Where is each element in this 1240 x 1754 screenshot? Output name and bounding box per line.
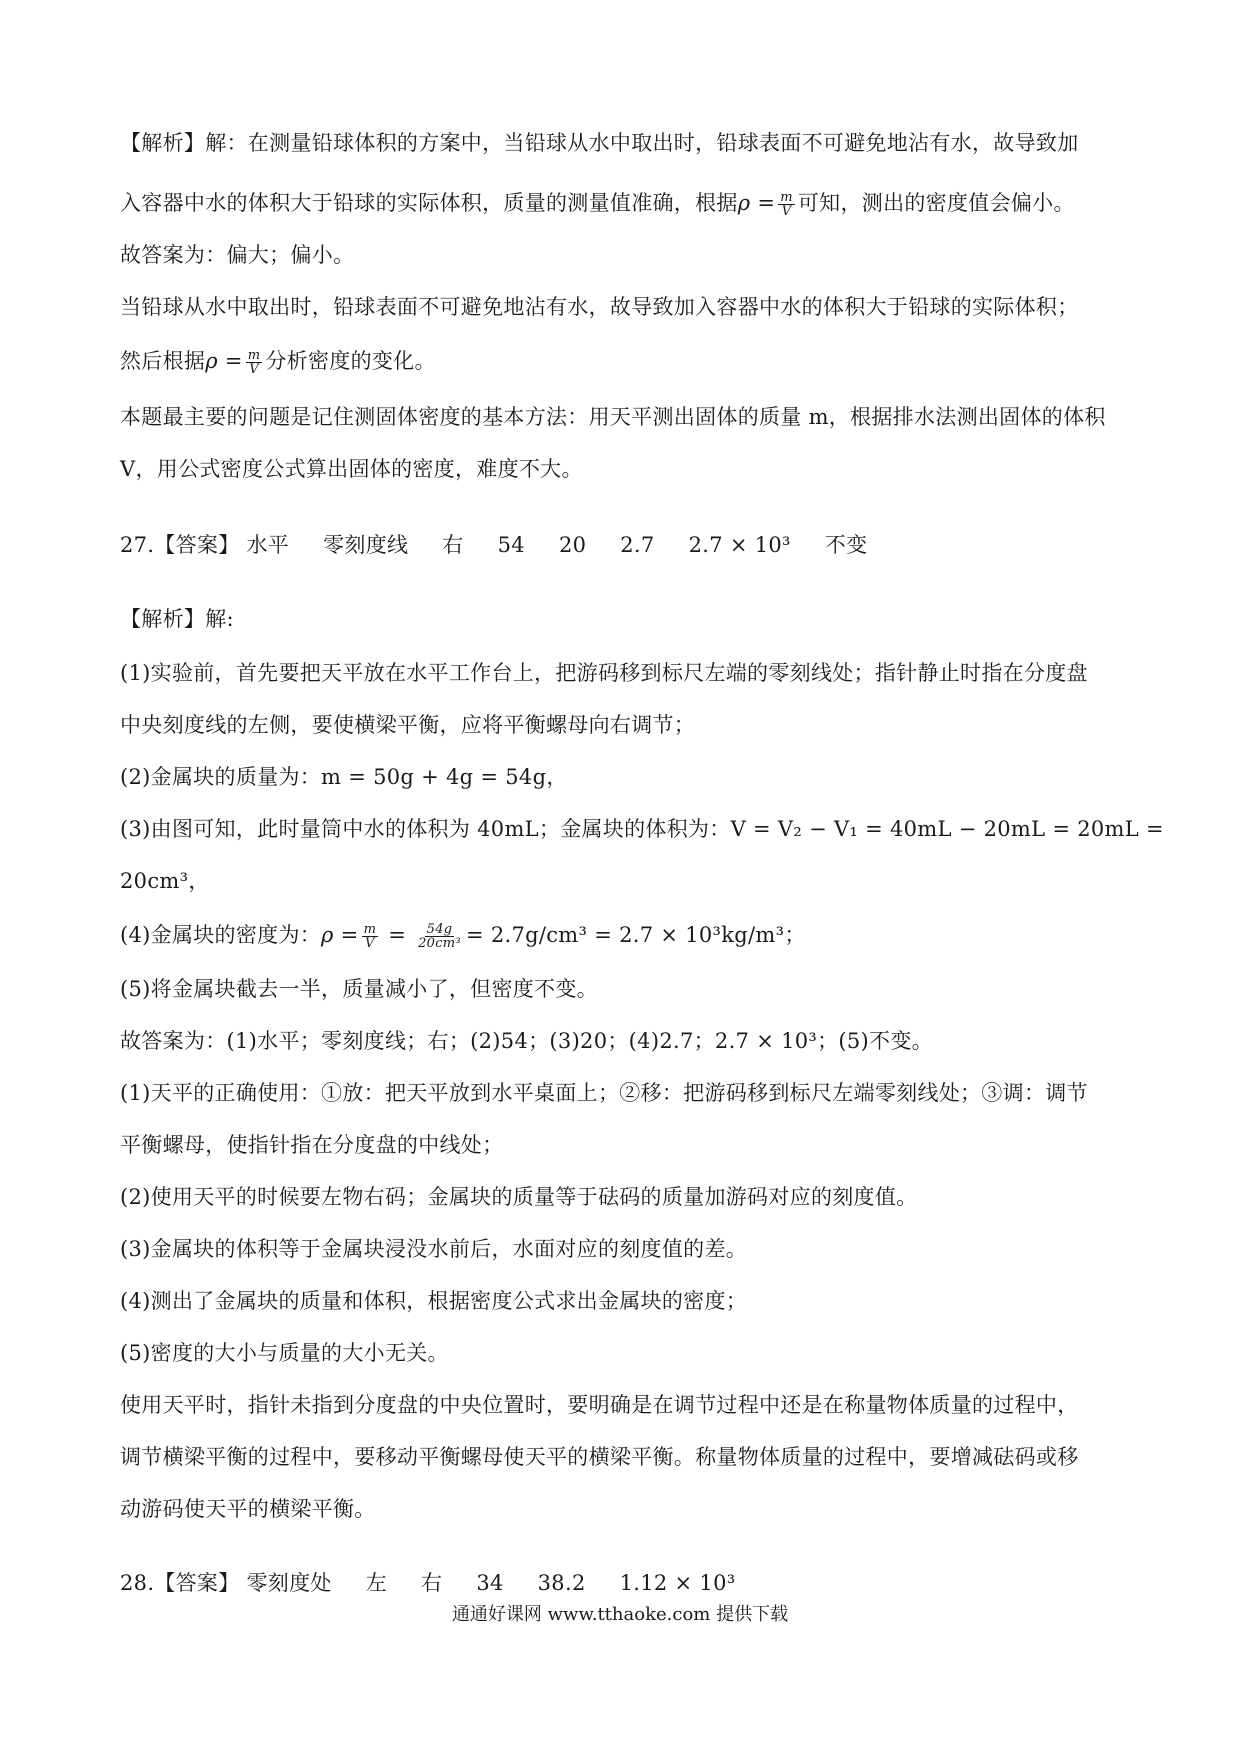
paragraph: (5)将金属块截去一半，质量减小了，但密度不变。 bbox=[120, 977, 598, 1001]
denominator: V bbox=[781, 204, 792, 219]
text: 可知，测出的密度值会偏小。 bbox=[797, 191, 1075, 215]
denominator: V bbox=[249, 362, 259, 377]
text: = 2.7g/cm³ = 2.7 × 10³kg/m³； bbox=[465, 923, 806, 947]
paragraph: 调节横梁平衡的过程中，要移动平衡螺母使天平的横梁平衡。称量物体质量的过程中，要增减砝码或移 bbox=[120, 1445, 1079, 1469]
answer-item: 左 bbox=[365, 1571, 387, 1595]
fraction bbox=[246, 349, 263, 376]
answer-item: 2.7 bbox=[620, 533, 655, 557]
answer-item: 右 bbox=[442, 533, 464, 557]
formula-text: ρ = bbox=[737, 191, 776, 215]
answer-item: 1.12 × 10³ bbox=[619, 1571, 736, 1595]
answer-item: 右 bbox=[421, 1571, 443, 1595]
paragraph: (3)由图可知，此时量筒中水的体积为 40mL；金属块的体积为：V = V₂ − V₁ = 40mL − 20mL = 20mL = bbox=[120, 817, 1164, 841]
paragraph: (3)金属块的体积等于金属块浸没水前后，水面对应的刻度值的差。 bbox=[120, 1237, 748, 1261]
paragraph: 当铅球从水中取出时，铅球表面不可避免地沾有水，故导致加入容器中水的体积大于铅球的实际体积； bbox=[120, 295, 1079, 319]
answer-line-27 bbox=[120, 530, 901, 560]
question-label: 27.【答案】 bbox=[120, 533, 240, 557]
fraction bbox=[362, 923, 379, 950]
answer-item: 34 bbox=[476, 1571, 504, 1595]
paragraph: 【解析】解: bbox=[120, 607, 234, 631]
answer-item: 2.7 × 10³ bbox=[688, 533, 791, 557]
denominator: 20cm³ bbox=[418, 936, 461, 951]
text: 入容器中水的体积大于铅球的实际体积，质量的测量值准确，根据 bbox=[120, 191, 738, 215]
paragraph: (2)金属块的质量为：m = 50g + 4g = 54g， bbox=[120, 765, 568, 789]
paragraph bbox=[120, 188, 1075, 218]
paragraph: (2)使用天平的时候要左物右码；金属块的质量等于砝码的质量加游码对应的刻度值。 bbox=[120, 1185, 918, 1209]
paragraph: 故答案为：(1)水平；零刻度线；右；(2)54；(3)20；(4)2.7；2.7 × 10³；(5)不变。 bbox=[120, 1029, 933, 1053]
answer-item: 零刻度处 bbox=[246, 1571, 332, 1595]
answer-item: 水平 bbox=[246, 533, 290, 557]
question-label: 28.【答案】 bbox=[120, 1571, 240, 1595]
paragraph: 使用天平时，指针未指到分度盘的中央位置时，要明确是在调节过程中还是在称量物体质量的过程中， bbox=[120, 1393, 1079, 1417]
paragraph bbox=[120, 346, 436, 376]
text: 分析密度的变化。 bbox=[265, 349, 436, 373]
numerator: m bbox=[247, 348, 261, 363]
answer-item: 38.2 bbox=[537, 1571, 586, 1595]
answer-item: 54 bbox=[497, 533, 525, 557]
denominator: V bbox=[365, 936, 375, 951]
paragraph: 故答案为：偏大；偏小。 bbox=[120, 243, 355, 267]
paragraph: 【解析】解：在测量铅球体积的方案中，当铅球从水中取出时，铅球表面不可避免地沾有水，故导致加 bbox=[120, 131, 1079, 155]
paragraph: (1)实验前，首先要把天平放在水平工作台上，把游码移到标尺左端的零刻线处；指针静止时指在分度盘 bbox=[120, 661, 1088, 685]
paragraph: (4)测出了金属块的质量和体积，根据密度公式求出金属块的密度； bbox=[120, 1289, 748, 1313]
answer-item: 不变 bbox=[824, 533, 868, 557]
answer-list bbox=[246, 1571, 769, 1595]
paragraph: 20cm³， bbox=[120, 869, 210, 893]
answer-list bbox=[246, 533, 901, 557]
paragraph: (4)金属块的密度为：ρ = $\frac{m}{V}$ = $\frac{54g}{\text{20cm³}}$ = 2.7g/cm³ = 2.7 × 10³kg/m³； bbox=[120, 922, 806, 951]
page-footer: 通通好课网 www.tthaoke.com 提供下载 bbox=[451, 1604, 789, 1625]
paragraph: 本题最主要的问题是记住测固体密度的基本方法：用天平测出固体的质量 m，根据排水法测出固体的体积 bbox=[120, 405, 1106, 429]
fraction bbox=[416, 923, 463, 950]
paragraph: V，用公式密度公式算出固体的密度，难度不大。 bbox=[120, 457, 583, 481]
answer-item: 零刻度线 bbox=[323, 533, 409, 557]
paragraph: (1)天平的正确使用：①放：把天平放到水平桌面上；②移：把游码移到标尺左端零刻线处；③调：调节 bbox=[120, 1081, 1088, 1105]
answer-line-28 bbox=[120, 1568, 769, 1598]
text: (4)金属块的密度为： bbox=[120, 923, 322, 947]
text: 然后根据 bbox=[120, 349, 206, 373]
formula-text: ρ = bbox=[321, 923, 359, 947]
paragraph: 平衡螺母，使指针指在分度盘的中线处； bbox=[120, 1133, 504, 1157]
paragraph: 动游码使天平的横梁平衡。 bbox=[120, 1497, 376, 1521]
answer-item: 20 bbox=[558, 533, 587, 557]
paragraph: 中央刻度线的左侧，要使横梁平衡，应将平衡螺母向右调节； bbox=[120, 713, 696, 737]
formula-text: ρ = bbox=[205, 349, 243, 373]
numerator: 54g bbox=[426, 922, 453, 937]
numerator: m bbox=[363, 922, 377, 937]
fraction bbox=[778, 191, 795, 218]
numerator: m bbox=[780, 190, 793, 205]
paragraph: (5)密度的大小与质量的大小无关。 bbox=[120, 1341, 449, 1365]
